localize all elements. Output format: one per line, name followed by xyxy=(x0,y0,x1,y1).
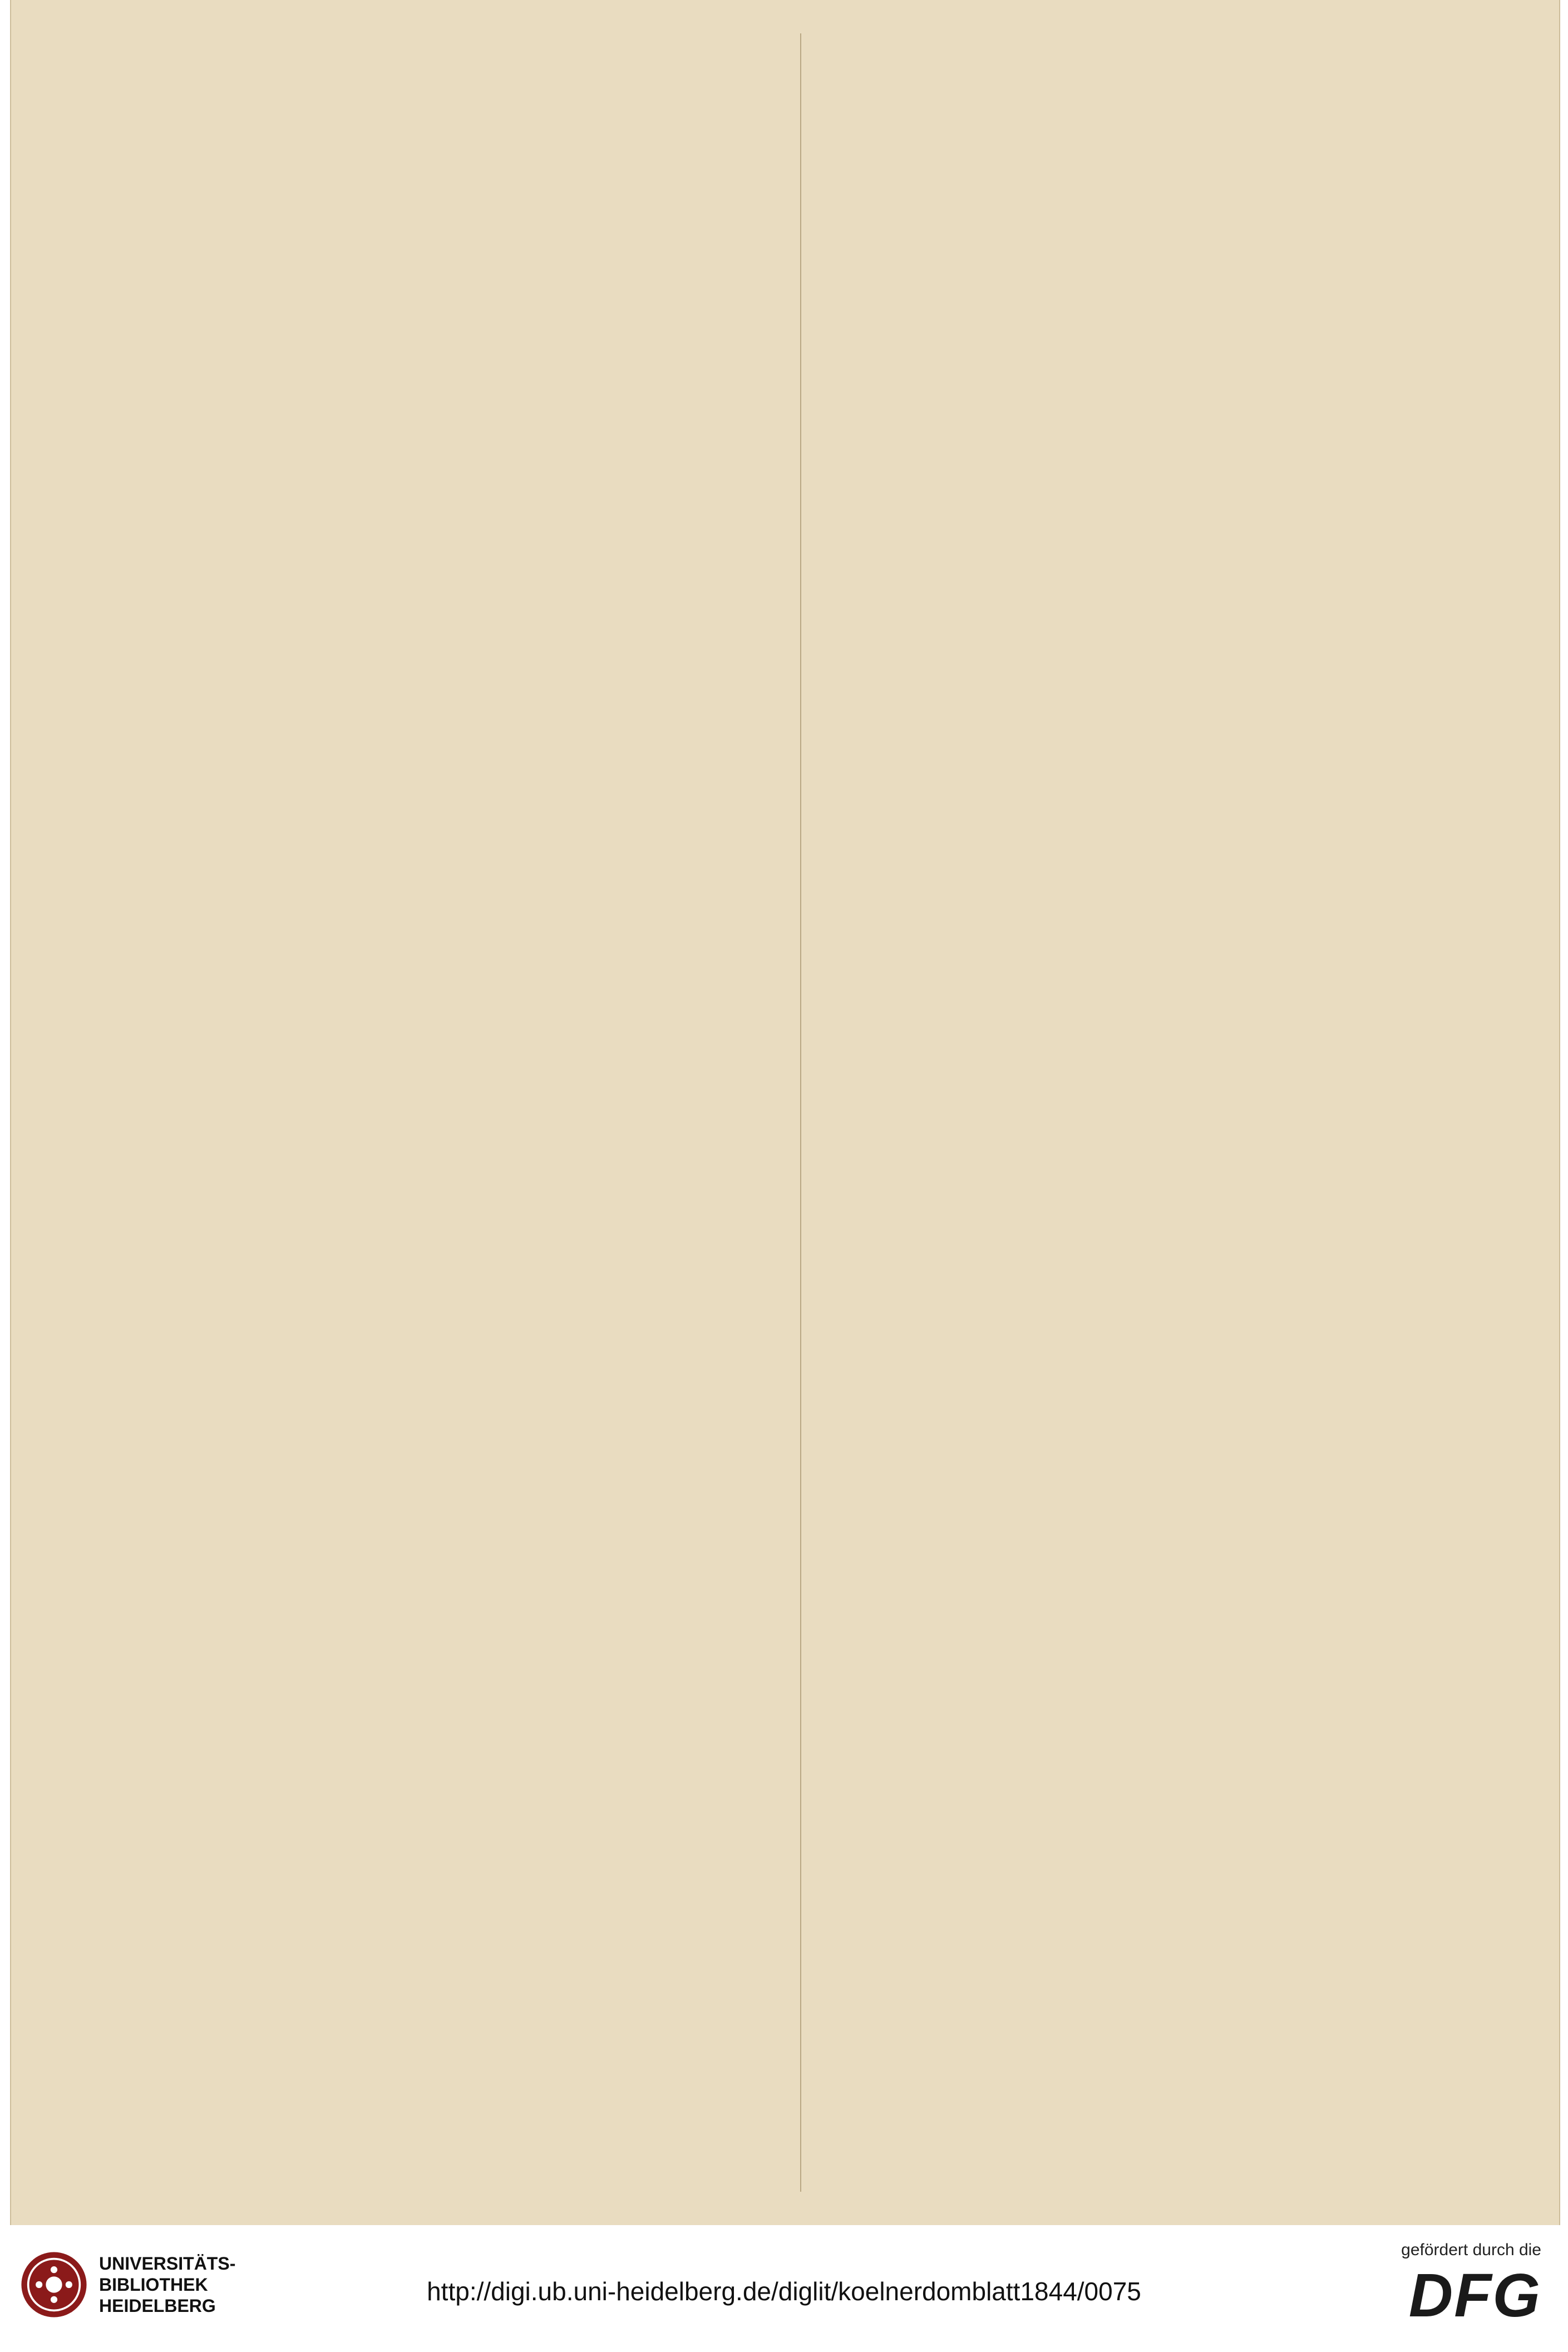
funding-label: gefördert durch die xyxy=(1401,2241,1541,2259)
dfg-logo-icon[interactable]: DFG xyxy=(1408,2261,1541,2330)
permalink-url[interactable]: http://digi.ub.uni-heidelberg.de/diglit/koelnerdomblatt1844/0075 xyxy=(427,2277,1141,2306)
library-name: UNIVERSITÄTS- BIBLIOTHEK HEIDELBERG xyxy=(99,2253,236,2316)
column-divider xyxy=(800,33,801,2192)
right-column xyxy=(818,33,1525,2192)
viewer-footer xyxy=(0,2225,1568,2352)
left-column xyxy=(56,33,785,2192)
funding-note xyxy=(1401,2241,1541,2330)
scanned-page xyxy=(10,0,1560,2225)
